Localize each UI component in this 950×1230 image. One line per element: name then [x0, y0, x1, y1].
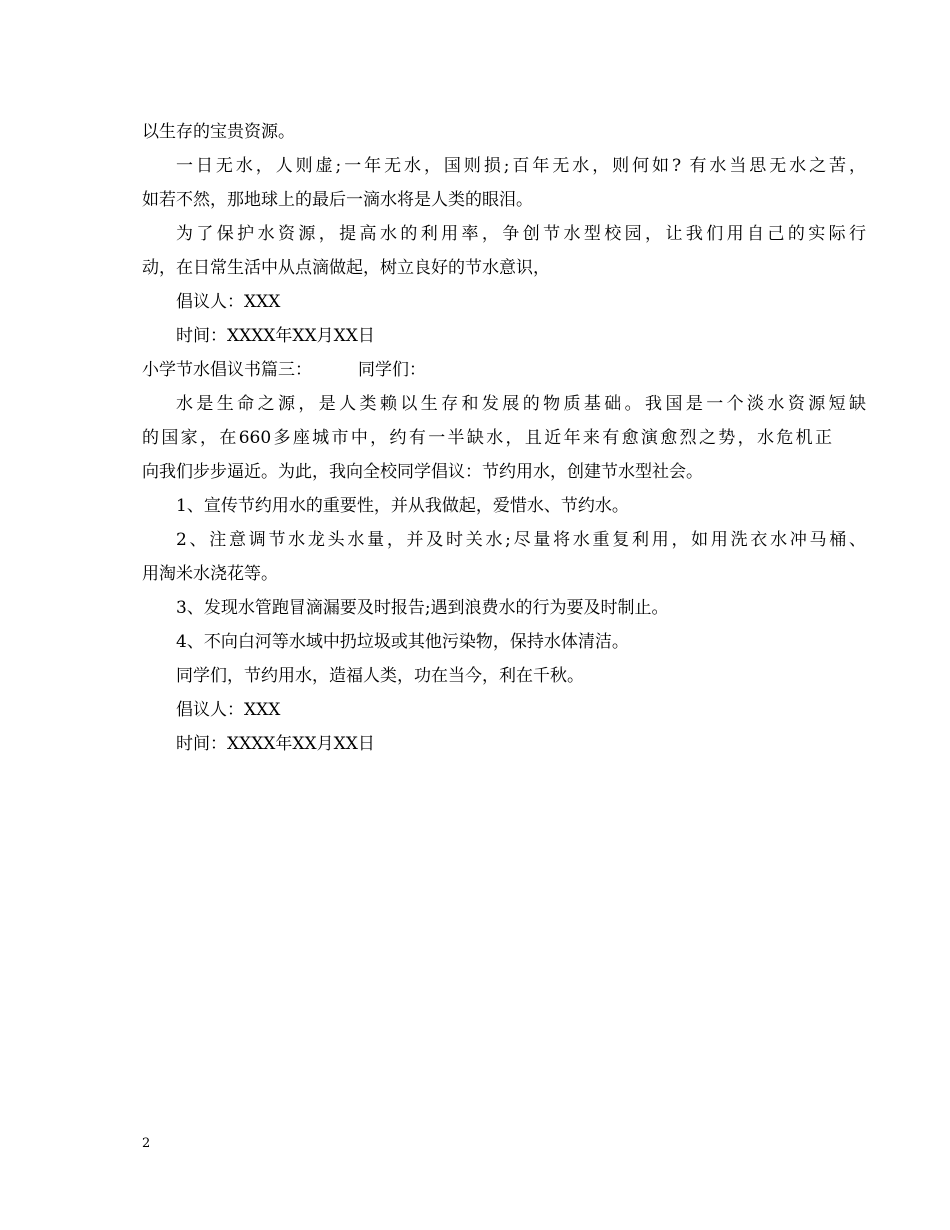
paragraph-line: 一日无水，人则虚;一年无水，国则损;百年无水，则何如? 有水当思无水之苦， — [176, 156, 866, 176]
paragraph-line: 动，在日常生活中从点滴做起，树立良好的节水意识， — [142, 258, 550, 278]
section-title: 小学节水倡议书篇三： — [142, 360, 312, 380]
paragraph-line: 水是生命之源，是人类赖以生存和发展的物质基础。我国是一个淡水资源短缺 — [176, 394, 866, 414]
paragraph-line: 如若不然，那地球上的最后一滴水将是人类的眼泪。 — [142, 190, 533, 210]
closing-line: 同学们，节约用水，造福人类，功在当今，利在千秋。 — [176, 666, 584, 686]
list-item: 4、不向白河等水域中扔垃圾或其他污染物，保持水体清洁。 — [176, 632, 629, 652]
paragraph-line: 以生存的宝贵资源。 — [142, 122, 295, 142]
document-body — [142, 115, 866, 761]
salutation: 同学们： — [358, 360, 426, 380]
page-number: 2 — [142, 1136, 151, 1151]
list-item: 2、注意调节水龙头水量，并及时关水;尽量将水重复利用，如用洗衣水冲马桶、 — [176, 530, 866, 550]
paragraph-line: 向我们步步逼近。为此，我向全校同学倡议：节约用水，创建节水型社会。 — [142, 462, 703, 482]
list-item: 1、宣传节约用水的重要性，并从我做起，爱惜水、节约水。 — [176, 496, 629, 516]
proposer-line: 倡议人：XXX — [176, 292, 281, 312]
paragraph-line: 为了保护水资源，提高水的利用率，争创节水型校园，让我们用自己的实际行 — [176, 224, 866, 244]
list-item: 3、发现水管跑冒滴漏要及时报告;遇到浪费水的行为要及时制止。 — [176, 598, 669, 618]
proposer-line: 倡议人：XXX — [176, 700, 281, 720]
date-line: 时间：XXXX年XX月XX日 — [176, 734, 375, 754]
date-line: 时间：XXXX年XX月XX日 — [176, 326, 375, 346]
section-heading-line — [142, 353, 842, 387]
paragraph-line: 的国家，在660多座城市中，约有一半缺水，且近年来有愈演愈烈之势，水危机正 — [142, 428, 832, 448]
list-item-continuation: 用淘米水浇花等。 — [142, 564, 278, 584]
